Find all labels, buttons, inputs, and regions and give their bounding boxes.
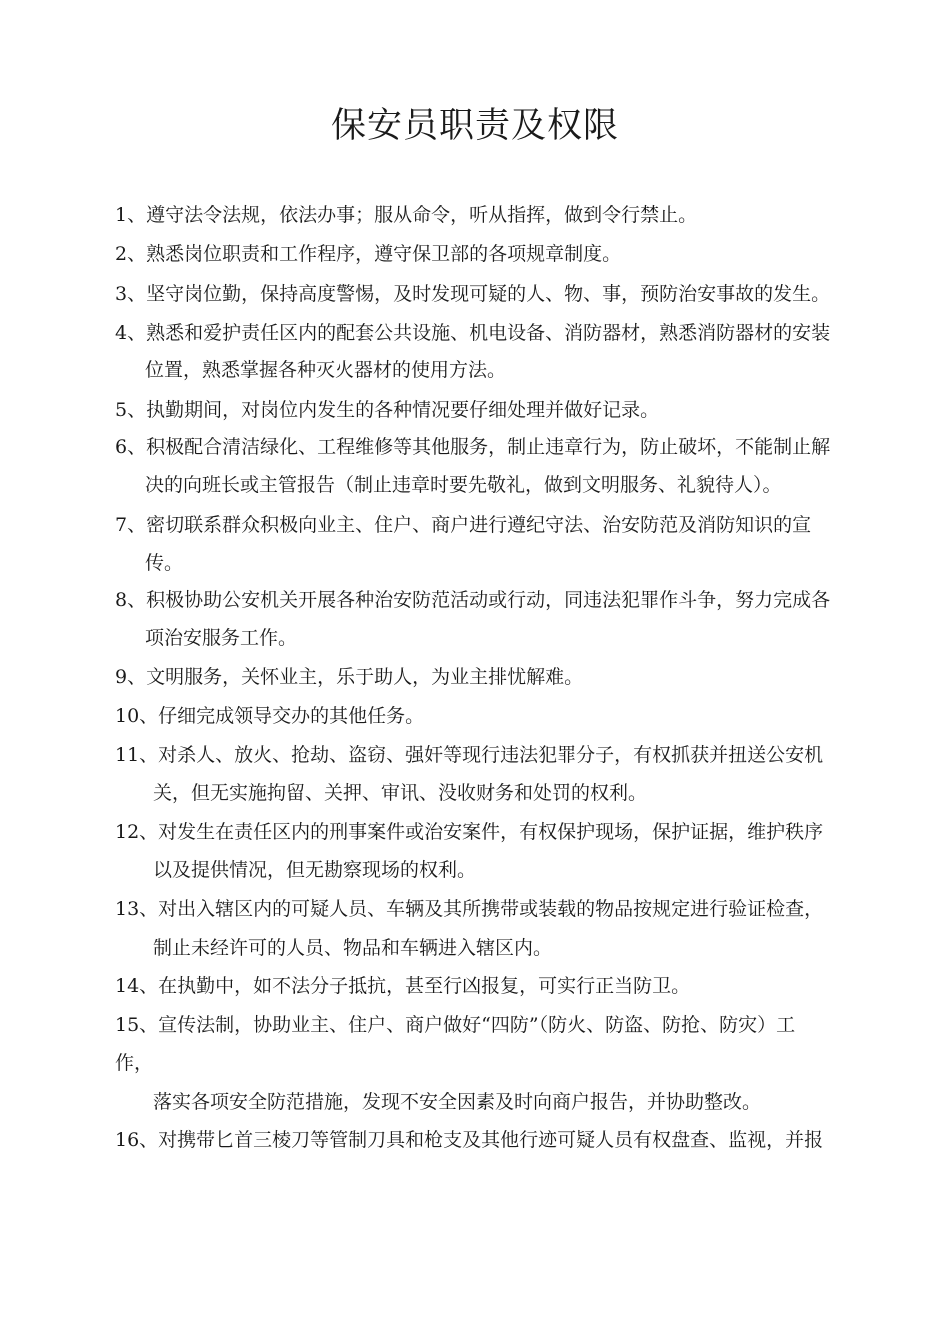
list-item-12-continued: 以及提供情况，但无勘察现场的权利。: [153, 859, 477, 881]
list-item-13: 13、对出入辖区内的可疑人员、车辆及其所携带或装载的物品按规定进行验证检查，: [115, 898, 824, 920]
list-item-11: 11、对杀人、放火、抢劫、盗窃、强奸等现行违法犯罪分子，有权抓获并扭送公安机: [115, 744, 824, 766]
list-item-2: 2、熟悉岗位职责和工作程序，遵守保卫部的各项规章制度。: [115, 243, 622, 265]
list-item-11-continued: 关，但无实施拘留、关押、审讯、没收财务和处罚的权利。: [153, 782, 648, 804]
list-item-10: 10、仔细完成领导交办的其他任务。: [115, 705, 425, 727]
list-item-15: 15、宣传法制，协助业主、住户、商户做好“四防”（防火、防盗、防抢、防灾）工: [115, 1014, 796, 1036]
list-item-4-continued: 位置，熟悉掌握各种灭火器材的使用方法。: [145, 359, 507, 381]
list-item-15-continued: 作，: [115, 1052, 154, 1074]
list-item-6-continued: 决的向班长或主管报告（制止违章时要先敬礼，做到文明服务、礼貌待人）。: [145, 474, 782, 496]
list-item-8-continued: 项治安服务工作。: [145, 627, 298, 649]
list-item-3: 3、坚守岗位勤，保持高度警惕，及时发现可疑的人、物、事，预防治安事故的发生。: [115, 283, 831, 305]
list-item-4: 4、熟悉和爱护责任区内的配套公共设施、机电设备、消防器材，熟悉消防器材的安装: [115, 322, 831, 344]
list-item-9: 9、文明服务，关怀业主，乐于助人，为业主排忧解难。: [115, 666, 584, 688]
page-title: 保安员职责及权限: [330, 106, 619, 146]
list-item-15-continued-2: 落实各项安全防范措施，发现不安全因素及时向商户报告，并协助整改。: [153, 1091, 762, 1113]
list-item-13-continued: 制止未经许可的人员、物品和车辆进入辖区内。: [153, 937, 553, 959]
list-item-16: 16、对携带匕首三棱刀等管制刀具和枪支及其他行迹可疑人员有权盘查、监视，并报: [115, 1129, 824, 1151]
list-item-12: 12、对发生在责任区内的刑事案件或治安案件，有权保护现场，保护证据，维护秩序: [115, 821, 824, 843]
list-item-8: 8、积极协助公安机关开展各种治安防范活动或行动，同违法犯罪作斗争，努力完成各: [115, 589, 831, 611]
list-item-7: 7、密切联系群众积极向业主、住户、商户进行遵纪守法、治安防范及消防知识的宣: [115, 514, 812, 536]
list-item-6: 6、积极配合清洁绿化、工程维修等其他服务，制止违章行为，防止破坏，不能制止解: [115, 436, 831, 458]
list-item-7-continued: 传。: [145, 552, 184, 574]
list-item-5: 5、执勤期间，对岗位内发生的各种情况要仔细处理并做好记录。: [115, 399, 660, 421]
list-item-1: 1、遵守法令法规，依法办事；服从命令，听从指挥，做到令行禁止。: [115, 204, 698, 226]
list-item-14: 14、在执勤中，如不法分子抵抗，甚至行凶报复，可实行正当防卫。: [115, 975, 691, 997]
